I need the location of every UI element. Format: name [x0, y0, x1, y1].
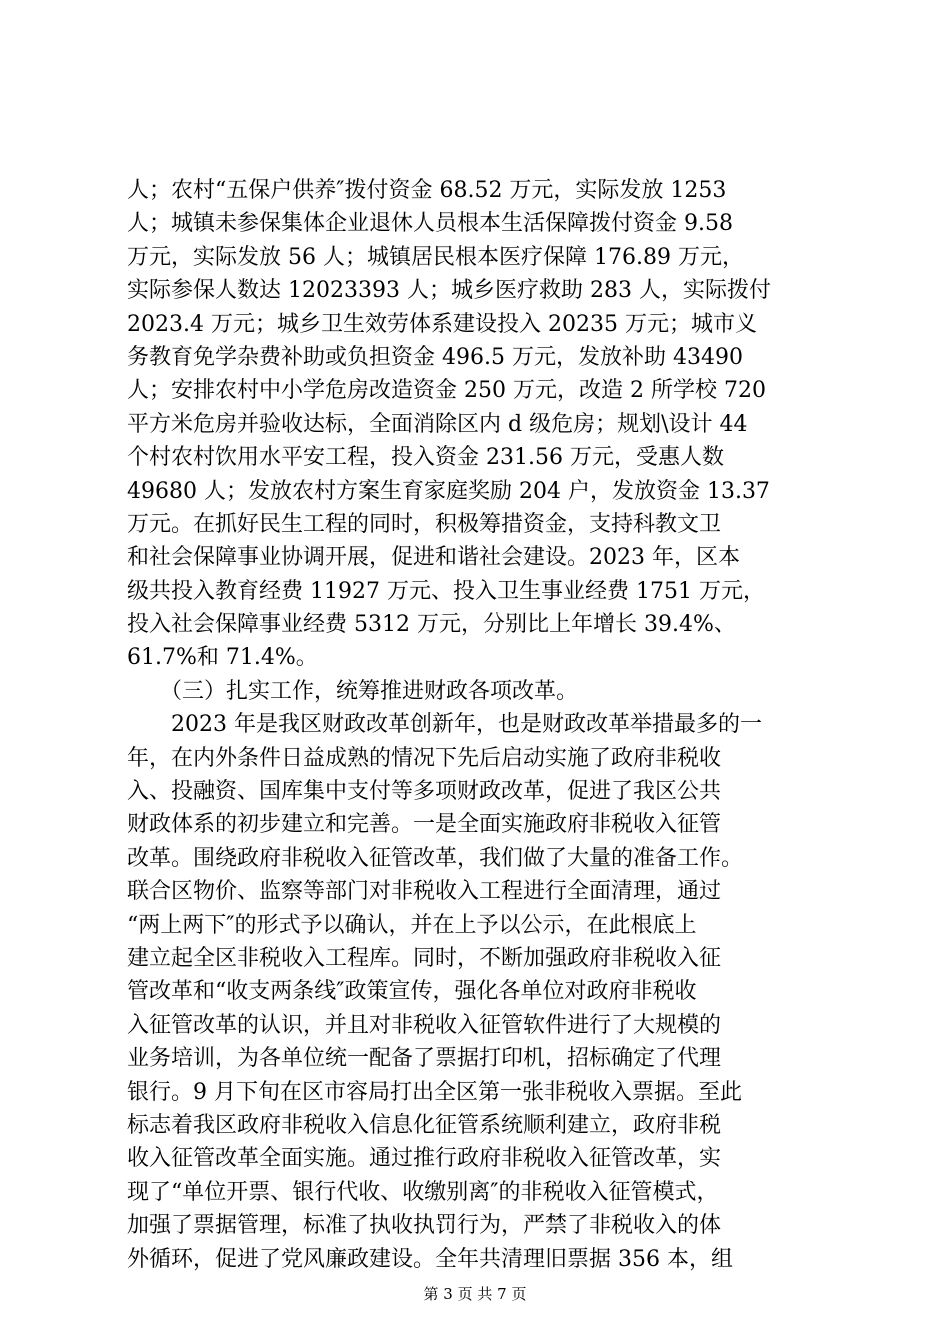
body-text: [127, 174, 837, 1276]
text-line: 平方米危房并验收达标，全面消除区内 d 级危房；规划\设计 44: [127, 411, 748, 437]
text-line: 2023.4 万元；城乡卫生效劳体系建设投入 20235 万元；城市义: [127, 311, 757, 337]
text-line: 现了“单位开票、银行代收、收缴别离″的非税收入征管模式，: [127, 1179, 719, 1205]
text-line: 财政体系的初步建立和完善。一是全面实施政府非税收入征管: [127, 812, 722, 838]
text-line: 入、投融资、国库集中支付等多项财政改革，促进了我区公共: [127, 779, 722, 805]
text-line: 外循环，促进了党风廉政建设。全年共清理旧票据 356 本，组: [127, 1246, 733, 1272]
text-line: 投入社会保障事业经费 5312 万元，分别比上年增长 39.4%、: [127, 612, 736, 638]
text-line: 管改革和“收支两条线″政策宣传，强化各单位对政府非税收: [127, 979, 697, 1005]
text-line: 万元，实际发放 56 人；城镇居民根本医疗保障 176.89 万元，: [127, 244, 744, 270]
text-line: 年，在内外条件日益成熟的情况下先后启动实施了政府非税收: [127, 745, 722, 771]
text-line: 级共投入教育经费 11927 万元、投入卫生事业经费 1751 万元，: [127, 578, 765, 604]
text-line: 人；安排农村中小学危房改造资金 250 万元，改造 2 所学校 720: [127, 378, 766, 404]
text-line: 联合区物价、监察等部门对非税收入工程进行全面清理，通过: [127, 879, 722, 905]
text-line: 业务培训，为各单位统一配备了票据打印机，招标确定了代理: [127, 1046, 722, 1072]
text-line: 收入征管改革全面实施。通过推行政府非税收入征管改革，实: [127, 1146, 722, 1172]
text-line: “两上两下″的形式予以确认，并在上予以公示，在此根底上: [127, 912, 697, 938]
text-line: 人；农村“五保户供养″拨付资金 68.52 万元，实际发放 1253: [127, 178, 727, 203]
text-line: 银行。9 月下旬在区市容局打出全区第一张非税收入票据。至此: [127, 1079, 742, 1105]
text-line: 49680 人；发放农村方案生育家庭奖励 204 户，发放资金 13.37: [127, 478, 770, 504]
text-line: 万元。在抓好民生工程的同时，积极筹措资金，支持科教文卫: [127, 511, 722, 537]
text-line: 入征管改革的认识，并且对非税收入征管软件进行了大规模的: [127, 1012, 722, 1038]
text-line: 务教育免学杂费补助或负担资金 496.5 万元，发放补助 43490: [127, 344, 743, 370]
text-line: 加强了票据管理，标准了执收执罚行为，严禁了非税收入的体: [127, 1213, 722, 1239]
page-footer: 第 3 页 共 7 页: [423, 1285, 527, 1303]
text-line: 和社会保障事业协调开展，促进和谐社会建设。2023 年，区本: [127, 545, 740, 571]
text-line: 改革。围绕政府非税收入征管改革，我们做了大量的准备工作。: [127, 845, 744, 871]
text-line: 实际参保人数达 12023393 人；城乡医疗救助 283 人，实际拨付: [127, 278, 771, 304]
text-line: 2023 年是我区财政改革创新年，也是财政改革举措最多的一: [127, 712, 762, 738]
text-line: 个村农村饮用水平安工程，投入资金 231.56 万元，受惠人数: [127, 445, 724, 471]
text-line: 人；城镇未参保集体企业退休人员根本生活保障拨付资金 9.58: [127, 211, 733, 237]
text-line: 61.7%和 71.4%。: [127, 645, 318, 671]
text-line: （三）扎实工作，统筹推进财政各项改革。: [127, 678, 579, 704]
text-line: 标志着我区政府非税收入信息化征管系统顺利建立，政府非税: [127, 1112, 722, 1138]
text-line: 建立起全区非税收入工程库。同时，不断加强政府非税收入征: [127, 945, 722, 971]
